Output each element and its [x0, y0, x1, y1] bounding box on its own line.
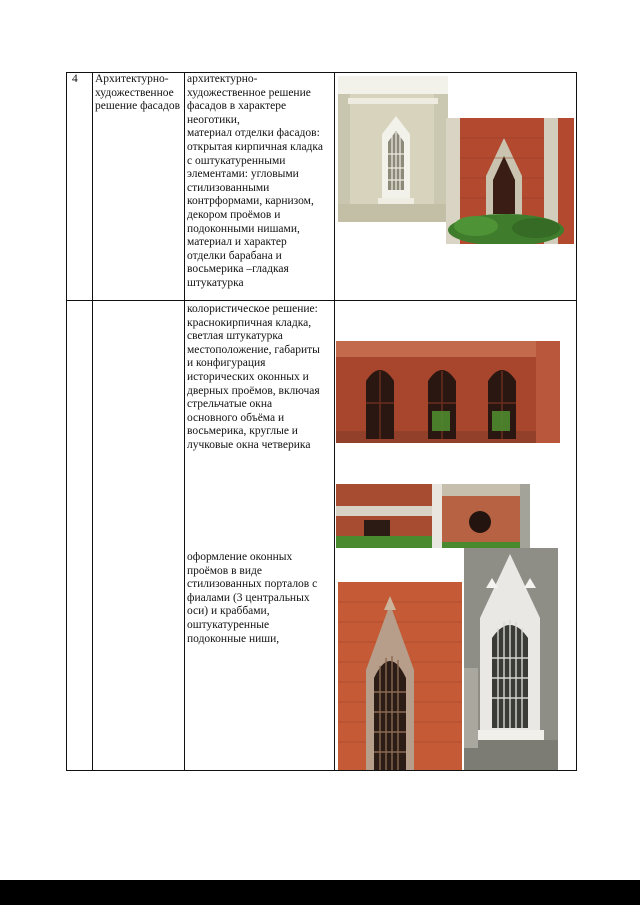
gothic-brick-window-photo	[446, 118, 574, 244]
brick-window-portal-photo	[338, 582, 462, 770]
round-window-tower-photo	[336, 484, 530, 548]
row-divider	[66, 300, 576, 301]
white-portal-window-photo	[464, 548, 558, 770]
facade-description: архитектурно- художественное решение фасадов в характере неоготики, материал отделки фасадов: открытая кирпичная кладка с оштукатуренными элементами: угловыми стилизованными контрформами, карнизом, декором проёмов и подоконными нишами, материал и характер отделки барабана и восьмерика –гладкая штукатурка	[187, 73, 323, 289]
col-border-left	[66, 72, 67, 771]
col-border-right	[576, 72, 577, 771]
row-number: 4	[72, 73, 78, 85]
color-solution-text: колористическое решение: краснокирпичная кладка, светлая штукатурка местоположение, габариты и конфигурация исторических оконных и дверных проёмов, включая стрельчатые окна основного объёма и восьмерика, круглые и лучковые окна четверика	[187, 303, 320, 451]
element-name: Архитектурно- художественное решение фасадов	[95, 73, 181, 113]
facade-plaster-window-photo	[338, 76, 448, 222]
window-decoration-text: оформление оконных проёмов в виде стилизованных порталов с фиалами (3 центральных оси) и краббами, оштукатуренные подоконные ниши,	[187, 551, 318, 645]
col-border-2	[184, 72, 185, 771]
col-border-1	[92, 72, 93, 771]
scan-edge-bar	[0, 880, 640, 905]
arched-windows-row-photo	[336, 341, 560, 443]
table-bottom-border	[66, 770, 576, 771]
